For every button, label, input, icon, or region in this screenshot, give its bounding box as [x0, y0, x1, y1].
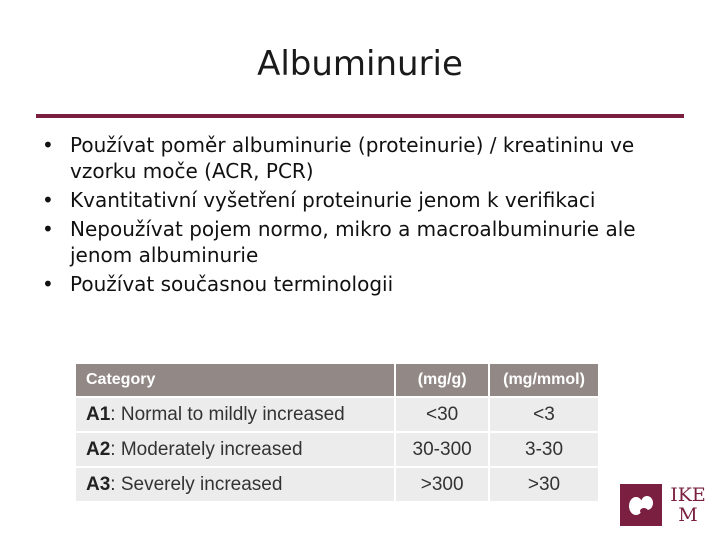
bullet-list: [40, 132, 700, 300]
bullet-dot-icon: •: [42, 133, 54, 157]
bullet-item: [40, 271, 700, 297]
mg-g-cell: 30-300: [396, 433, 488, 466]
ikem-logo-text: [668, 485, 708, 525]
table-row: [76, 433, 598, 466]
bullet-text: Používat poměr albuminurie (proteinurie) / kreatininu ve vzorku moče (ACR, PCR): [70, 133, 635, 183]
bullet-item: [40, 187, 700, 213]
bullet-text: Kvantitativní vyšetření proteinurie jenom k verifikaci: [70, 188, 596, 212]
mg-mmol-cell: <3: [490, 398, 598, 431]
table-header-row: [76, 364, 598, 396]
bullet-item: [40, 216, 700, 268]
mg-g-cell: <30: [396, 398, 488, 431]
grade-label: A1: [86, 403, 111, 425]
bullet-text: Používat současnou terminologii: [70, 272, 394, 296]
mg-mmol-cell: >30: [490, 468, 598, 501]
header-mg-mmol: (mg/mmol): [490, 364, 598, 396]
albuminuria-table: [74, 362, 600, 514]
logo-line-2: M: [678, 504, 698, 526]
logo-line-1: IKE: [670, 484, 706, 506]
grade-label: A2: [86, 438, 111, 460]
ikem-logo: [620, 484, 712, 528]
grade-description: : Severely increased: [110, 473, 283, 495]
category-cell: [76, 398, 394, 431]
bullet-text: Nepoužívat pojem normo, mikro a macroalbuminurie ale jenom albuminurie: [70, 217, 636, 267]
header-mg-g: (mg/g): [396, 364, 488, 396]
bullet-dot-icon: •: [42, 188, 54, 212]
title-divider: [36, 114, 684, 118]
grade-description: : Moderately increased: [110, 438, 303, 460]
mg-mmol-cell: 3-30: [490, 433, 598, 466]
bullet-item: [40, 132, 700, 184]
bullet-dot-icon: •: [42, 217, 54, 241]
header-category: Category: [76, 364, 394, 396]
grade-label: A3: [86, 473, 111, 495]
table-row: [76, 468, 598, 501]
mg-g-cell: >300: [396, 468, 488, 501]
category-cell: [76, 468, 394, 501]
table-row: [76, 398, 598, 431]
category-cell: [76, 433, 394, 466]
grade-description: : Normal to mildly increased: [110, 403, 345, 425]
ikem-logo-icon: [620, 484, 662, 526]
bullet-dot-icon: •: [42, 272, 54, 296]
slide-title: Albuminurie: [257, 44, 463, 84]
